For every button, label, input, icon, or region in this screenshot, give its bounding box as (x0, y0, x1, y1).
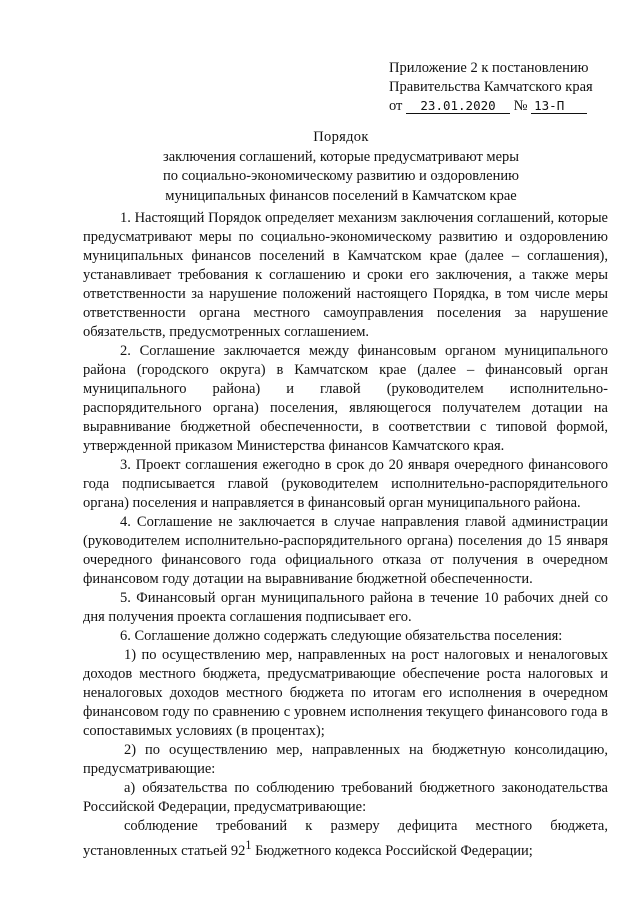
title-line-3: муниципальных финансов поселений в Камчатском крае (165, 187, 517, 204)
title-line-1: заключения соглашений, которые предусматривают меры (162, 148, 520, 165)
appendix-date-line (389, 97, 619, 116)
number-prefix: № (513, 98, 528, 114)
appendix-line-2: Правительства Камчатского края (389, 79, 593, 95)
appendix-line-1: Приложение 2 к постановлению (389, 60, 589, 76)
title-line-2: по социально-экономическому развитию и оздоровлению (163, 168, 519, 184)
number-value: 13-П (531, 98, 587, 114)
paragraph-1: 1. Настоящий Порядок определяет механизм заключения соглашений, которые предусматривают меры по социально-экономическому развитию и оздоровлению муниципальных финансов поселений в Камчатском крае (далее – соглашения), устанавливает требования к соглашению и сроки его заключения, а также меры ответственности за нарушение положений настоящего Порядка, в том числе меры ответственности органа местного самоуправления поселения за нарушение обязательств, предусмотренных соглашением. (83, 210, 608, 340)
article-superscript: 1 (245, 838, 252, 852)
paragraph-5: 5. Финансовый орган муниципального района в течение 10 рабочих дней со дня получения проекта соглашения подписывает его. (83, 590, 608, 625)
title-heading: Порядок (313, 129, 369, 145)
subitem-6-2-a: а) обязательства по соблюдению требований бюджетного законодательства Российской Федерации, предусматривающие: (83, 780, 608, 815)
date-prefix: от (389, 98, 403, 114)
deficit-text-before: соблюдение требований к размеру дефицита местного бюджета, установленных статьей 92 (83, 818, 608, 859)
paragraph-6: 6. Соглашение должно содержать следующие обязательства поселения: (120, 628, 563, 644)
appendix-header (389, 59, 619, 116)
subitem-6-1: 1) по осуществлению мер, направленных на рост налоговых и неналоговых доходов местного бюджета, предусматривающие обеспечение роста налоговых и неналоговых доходов местного бюджета по итогам его исполнения в очередном финансовом году по сравнению с уровнем исполнения текущего финансового года в сопоставимых условиях (в процентах); (83, 647, 608, 739)
document-title (100, 128, 582, 206)
document-body (83, 209, 608, 861)
paragraph-3: 3. Проект соглашения ежегодно в срок до 20 января очередного финансового года подписывается главой (руководителем исполнительно-распорядительного органа) поселения и направляется в финансовый орган муниципального района. (83, 457, 608, 511)
paragraph-2: 2. Соглашение заключается между финансовым органом муниципального района (городского округа) в Камчатском крае (далее – финансовый орган муниципального района) и главой (руководителем исполнительно-распорядительного органа) поселения, являющегося получателем дотации на выравнивание бюджетной обеспеченности, в соответствии с типовой формой, утвержденной приказом Министерства финансов Камчатского края. (83, 343, 608, 454)
deficit-text-after: Бюджетного кодекса Российской Федерации; (251, 842, 533, 859)
date-value: 23.01.2020 (406, 98, 510, 114)
subitem-6-2: 2) по осуществлению мер, направленных на бюджетную консолидацию, предусматривающие: (83, 742, 608, 777)
subitem-budget-deficit (83, 817, 608, 861)
paragraph-4: 4. Соглашение не заключается в случае направления главой администрации (руководителем исполнительно-распорядительного органа) поселения до 15 января очередного финансового года официального отказа от получения в очередном финансовом году дотации на выравнивание бюджетной обеспеченности. (83, 514, 608, 587)
